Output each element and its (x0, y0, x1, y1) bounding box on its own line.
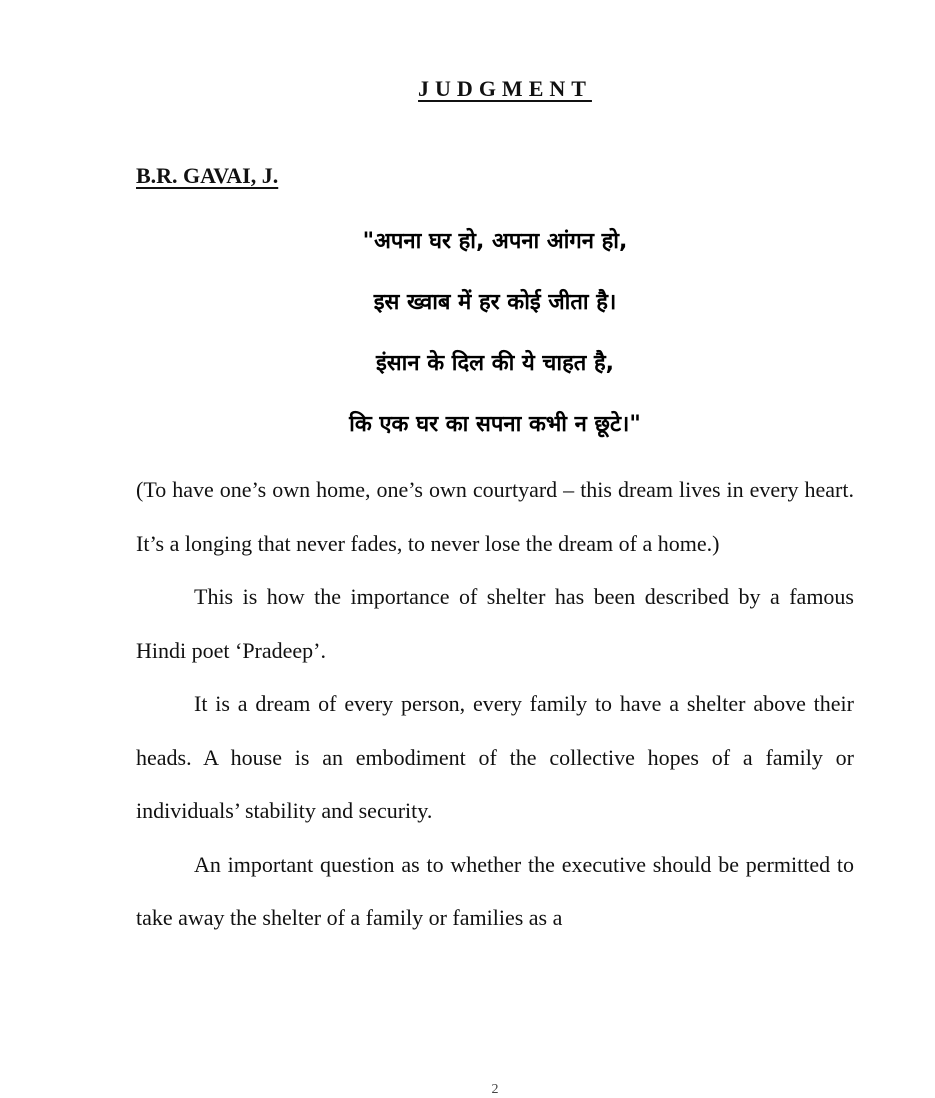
poem-line: "अपना घर हो, अपना आंगन हो, (362, 229, 628, 254)
hindi-poem (136, 222, 854, 466)
poem-translation-paragraph: (To have one’s own home, one’s own courtyard – this dream lives in every heart. It’s a longing that never fades, to never lose the dream of a home.) (136, 477, 854, 556)
poem-line: इस ख्वाब में हर कोई जीता है। (373, 290, 617, 315)
judge-name: B.R. GAVAI, J. (136, 163, 279, 188)
page-number: 2 (491, 1082, 499, 1097)
body-paragraph: An important question as to whether the executive should be permitted to take away the shelter of a family or families as a (136, 851, 854, 930)
body-paragraph: This is how the importance of shelter has been described by a famous Hindi poet ‘Pradeep’. (136, 584, 854, 663)
poem-line: कि एक घर का सपना कभी न छूटे।" (349, 412, 641, 437)
poem-line: इंसान के दिल की ये चाहत है, (375, 351, 614, 376)
judgment-body (136, 463, 854, 945)
body-paragraph: It is a dream of every person, every family to have a shelter above their heads. A house is an embodiment of the collective hopes of a family or individuals’ stability and security. (136, 691, 854, 823)
judgment-heading: JUDGMENT (418, 76, 592, 101)
